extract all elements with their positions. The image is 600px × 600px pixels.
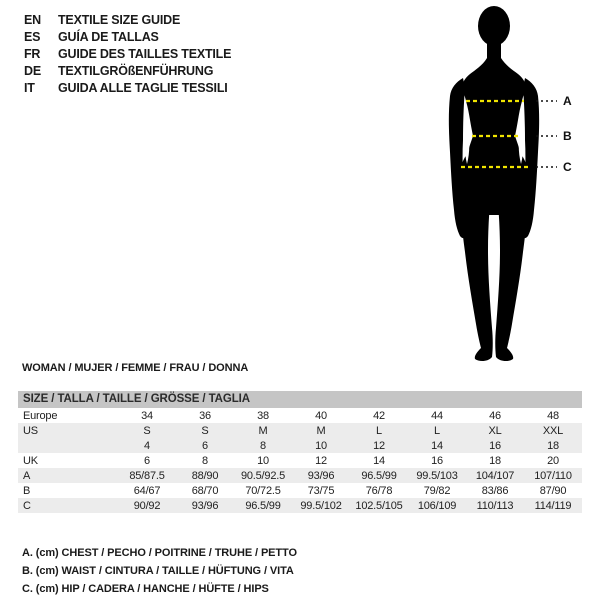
- size-cell: 12: [373, 439, 385, 452]
- size-cell: 107/110: [534, 469, 572, 482]
- size-cell: 20: [547, 454, 559, 467]
- size-cell: 38: [257, 409, 269, 422]
- language-row: [24, 63, 231, 80]
- size-cell: 8: [202, 454, 208, 467]
- size-cell: 44: [431, 409, 443, 422]
- language-code: DE: [24, 64, 41, 78]
- size-cell: 90/92: [133, 499, 161, 512]
- size-cell: 73/75: [307, 484, 335, 497]
- size-cell: 12: [315, 454, 327, 467]
- size-cell: S: [201, 424, 209, 437]
- size-cell: 48: [547, 409, 559, 422]
- size-cell: 90.5/92.5: [240, 469, 286, 482]
- size-cell: 93/96: [307, 469, 335, 482]
- language-label: TEXTILE SIZE GUIDE: [58, 13, 181, 27]
- size-cell: S: [143, 424, 151, 437]
- language-row: [24, 80, 231, 97]
- size-cell: 104/107: [475, 469, 515, 482]
- size-cell: 85/87.5: [129, 469, 165, 482]
- size-cell: 16: [431, 454, 443, 467]
- size-cell: 70/72.5: [245, 484, 281, 497]
- table-row-europe: [18, 408, 582, 423]
- size-cell: 96.5/99: [361, 469, 397, 482]
- legend-waist: B. (cm) WAIST / CINTURA / TAILLE / HÜFTUNG / VITA: [22, 565, 294, 577]
- language-label: TEXTILGRÖßENFÜHRUNG: [58, 64, 214, 78]
- silhouette-left-leg: [459, 168, 492, 361]
- size-cell: 36: [199, 409, 211, 422]
- size-cell: 106/109: [417, 499, 457, 512]
- size-cell: 88/90: [191, 469, 219, 482]
- row-label: B: [23, 484, 31, 497]
- measure-label-b: B: [563, 129, 572, 143]
- size-cell: 14: [373, 454, 385, 467]
- size-cell: 42: [373, 409, 385, 422]
- row-label: Europe: [23, 409, 58, 422]
- size-table: [18, 391, 582, 513]
- size-cell: L: [434, 424, 440, 437]
- language-label: GUIDE DES TAILLES TEXTILE: [58, 47, 232, 61]
- language-row: [24, 12, 231, 29]
- row-label: UK: [23, 454, 38, 467]
- row-label: US: [23, 424, 38, 437]
- size-cell: 8: [260, 439, 266, 452]
- silhouette-right-leg: [495, 168, 528, 361]
- language-code: EN: [24, 13, 41, 27]
- size-cell: 64/67: [133, 484, 161, 497]
- size-cell: L: [376, 424, 382, 437]
- size-cell: 93/96: [191, 499, 219, 512]
- size-cell: 99.5/102: [300, 499, 342, 512]
- size-cell: 76/78: [365, 484, 393, 497]
- size-cell: M: [316, 424, 326, 437]
- size-cell: 87/90: [539, 484, 567, 497]
- size-cell: 40: [315, 409, 327, 422]
- table-row-us-numeric: [18, 438, 582, 453]
- size-cell: 4: [144, 439, 150, 452]
- size-cell: 96.5/99: [245, 499, 281, 512]
- row-label: [18, 438, 118, 453]
- size-cell: 16: [489, 439, 501, 452]
- size-cell: 102.5/105: [355, 499, 403, 512]
- woman-figure: [430, 0, 590, 370]
- measurement-legend: [22, 544, 297, 598]
- size-cell: 83/86: [481, 484, 509, 497]
- table-row-waist: [18, 483, 582, 498]
- language-row: [24, 46, 231, 63]
- table-row-chest: [18, 468, 582, 483]
- table-row-us: [18, 423, 582, 438]
- size-cell: 18: [489, 454, 501, 467]
- size-cell: 10: [257, 454, 269, 467]
- language-code: IT: [24, 81, 35, 95]
- size-table-header: SIZE / TALLA / TAILLE / GRÖSSE / TAGLIA: [18, 391, 582, 408]
- language-label: GUÍA DE TALLAS: [58, 30, 159, 44]
- size-cell: 114/119: [534, 499, 572, 512]
- language-label: GUIDA ALLE TAGLIE TESSILI: [58, 81, 228, 95]
- size-cell: 6: [202, 439, 208, 452]
- size-cell: 68/70: [191, 484, 219, 497]
- row-label: A: [23, 469, 31, 482]
- size-cell: XXL: [542, 424, 564, 437]
- size-cell: 110/113: [476, 499, 514, 512]
- size-cell: 34: [141, 409, 153, 422]
- size-cell: 18: [547, 439, 559, 452]
- measure-label-a: A: [563, 94, 572, 108]
- size-cell: 14: [431, 439, 443, 452]
- language-code: ES: [24, 30, 41, 44]
- legend-hip: C. (cm) HIP / CADERA / HANCHE / HÜFTE / HIPS: [22, 583, 269, 595]
- row-label: C: [23, 499, 31, 512]
- size-cell: XL: [488, 424, 502, 437]
- size-cell: 10: [315, 439, 327, 452]
- size-cell: 6: [144, 454, 150, 467]
- table-row-hip: [18, 498, 582, 513]
- language-list: [24, 12, 231, 97]
- language-code: FR: [24, 47, 41, 61]
- size-cell: 79/82: [423, 484, 451, 497]
- measure-label-c: C: [563, 160, 572, 174]
- table-row-uk: [18, 453, 582, 468]
- size-cell: 99.5/103: [416, 469, 458, 482]
- section-title: WOMAN / MUJER / FEMME / FRAU / DONNA: [22, 362, 249, 374]
- legend-chest: A. (cm) CHEST / PECHO / POITRINE / TRUHE / PETTO: [22, 547, 297, 559]
- woman-silhouette: [430, 0, 590, 370]
- language-row: [24, 29, 231, 46]
- size-cell: 46: [489, 409, 501, 422]
- size-cell: M: [258, 424, 268, 437]
